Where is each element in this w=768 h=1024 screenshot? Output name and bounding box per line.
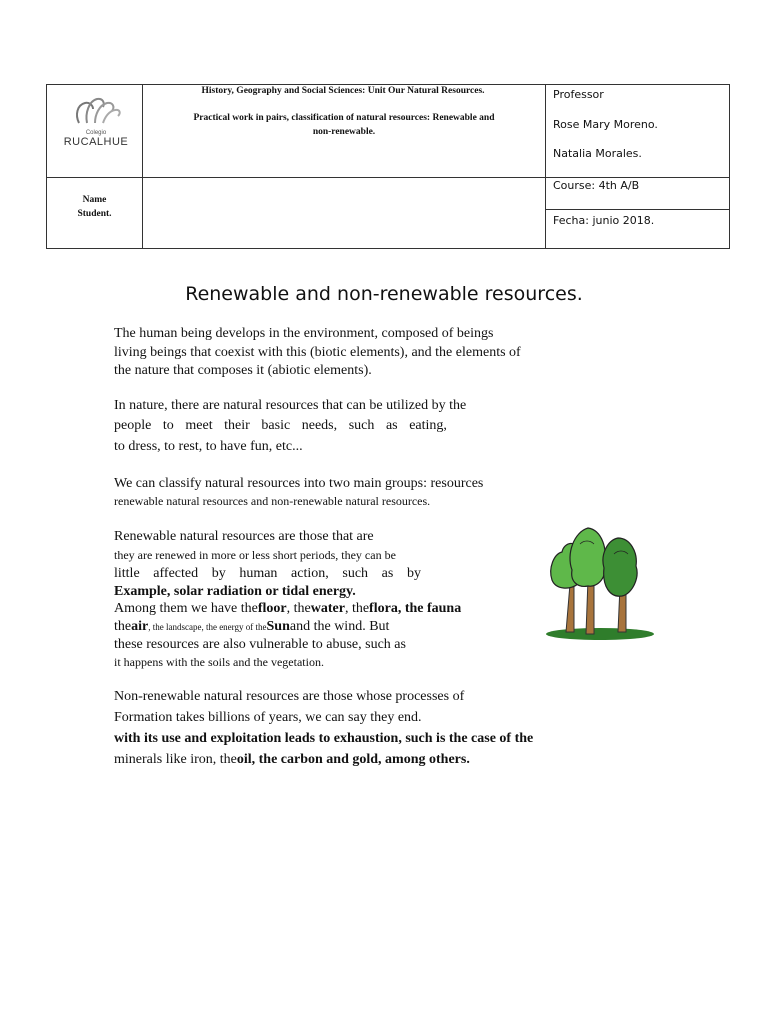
professor-name-1: Rose Mary Moreno. [553,118,658,131]
date-text: Fecha: junio 2018. [553,214,655,227]
page-title: Renewable and non-renewable resources. [185,283,583,305]
p4-line-3: little affected by human action, such as by [114,566,421,581]
name-label-2: Student. [77,209,112,219]
p3-line-2: renewable natural resources and non-renewable natural resources. [114,494,431,508]
practical-line-1: Practical work in pairs, classification of natural resources: Renewable and [193,113,495,123]
name-label-1: Name [82,195,107,205]
p4-line-1: Renewable natural resources are those that are [114,529,374,544]
course-row [546,178,729,210]
practical-line-2: non-renewable. [312,127,376,137]
p5-line-1: Non-renewable natural resources are those whose processes of [114,689,465,704]
p5-line-3: with its use and exploitation leads to exhaustion, such is the case of the [114,731,534,746]
p2-line-1: In nature, there are natural resources that can be utilized by the [114,398,467,413]
p5-line-4: minerals like iron, theoil, the carbon and gold, among others. [114,752,470,767]
professor-name-2: Natalia Morales. [553,147,642,160]
course-text: Course: 4th A/B [553,179,640,192]
p1-line-2: living beings that coexist with this (biotic elements), and the elements of [114,345,521,360]
p1-line-3: the nature that composes it (abiotic elements). [114,363,372,378]
p2-line-3: to dress, to rest, to have fun, etc... [114,439,303,454]
professor-cell [546,85,730,178]
p4-line-2: they are renewed in more or less short periods, they can be [114,548,396,562]
p4-line-5: Among them we have thefloor, thewater, theflora, the fauna [114,601,462,616]
course-date-cell [546,178,730,249]
p4-line-6: theair, the landscape, the energy of theSunand the wind. But [114,619,390,634]
school-logo [61,93,131,148]
p5-line-2: Formation takes billions of years, we can say they end. [114,710,422,725]
p1-line-1: The human being develops in the environment, composed of beings [114,326,494,341]
p4-line-4: Example, solar radiation or tidal energy. [114,584,356,599]
logo-caption: Colegio [85,130,107,136]
p2-line-2: people to meet their basic needs, such as eating, [114,418,447,433]
professor-label: Professor [553,88,604,101]
subject-cell [143,85,546,178]
trees-illustration-icon [544,524,656,644]
p3-line-1: We can classify natural resources into two main groups: resources [114,476,484,491]
logo-cell [47,85,143,178]
header-table [46,84,730,249]
student-name-field[interactable] [143,178,546,249]
hand-logo-icon [65,93,127,127]
name-label-cell [47,178,143,249]
subject-line: History, Geography and Social Sciences: Unit Our Natural Resources. [201,86,485,96]
practical-description [143,111,545,139]
logo-name: RUCALHUE [63,136,129,148]
p4-line-7: these resources are also vulnerable to abuse, such as [114,637,406,652]
p4-line-8: it happens with the soils and the vegetation. [114,655,324,669]
